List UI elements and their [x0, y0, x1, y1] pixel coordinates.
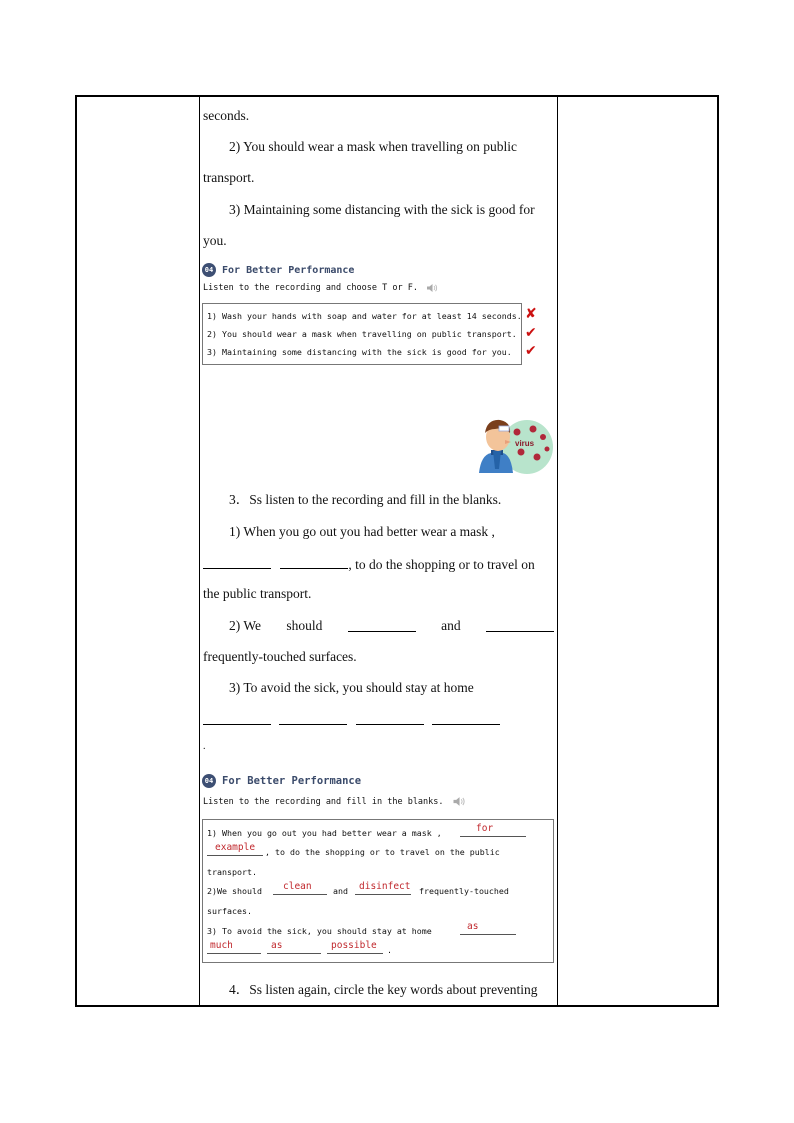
answer-underline	[267, 953, 321, 954]
question-line	[229, 524, 554, 540]
answer-blank[interactable]	[279, 711, 347, 725]
section-header	[202, 774, 361, 788]
instruction-line	[203, 283, 438, 293]
section-number-badge: 04	[202, 774, 216, 788]
check-mark-icon: ✔	[525, 325, 537, 341]
true-false-box	[202, 303, 522, 365]
virus-label: virus	[515, 439, 535, 448]
answer-line: , to do the shopping or to travel on the public	[265, 847, 500, 857]
answer-underline	[273, 894, 327, 895]
question-line	[229, 618, 554, 634]
cross-mark-icon: ✘	[525, 306, 537, 322]
answer-underline	[460, 836, 526, 837]
answer-word: possible	[331, 940, 377, 951]
answer-underline	[207, 953, 261, 954]
lesson-table	[75, 95, 719, 1007]
question-text: 2) We	[229, 618, 262, 633]
paragraph-line: 2) You should wear a mask when travelling on public	[229, 139, 517, 154]
question-text: 3) To avoid the sick, you should stay at home	[229, 680, 474, 695]
answer-underline	[207, 855, 263, 856]
question-line: the public transport.	[203, 586, 312, 601]
answer-blank[interactable]	[356, 711, 424, 725]
question-line	[203, 555, 535, 573]
answer-blank[interactable]	[432, 711, 500, 725]
question-line	[229, 680, 554, 696]
section-number-badge: 04	[202, 263, 216, 277]
period: .	[203, 741, 206, 752]
answer-line: 1) When you go out you had better wear a mask ,	[207, 828, 442, 838]
answer-underline	[355, 894, 411, 895]
paragraph-line: seconds.	[203, 108, 250, 123]
fill-in-answers-box	[202, 819, 554, 963]
section-title: For Better Performance	[222, 264, 355, 276]
instruction-text: Listen to the recording and choose T or F.	[203, 283, 418, 293]
answer-word: disinfect	[359, 881, 411, 892]
section-header	[202, 263, 354, 277]
answer-blank[interactable]	[348, 618, 416, 632]
main-content-column	[200, 97, 557, 1005]
statement-item: 3) Maintaining some distancing with the sick is good for you.	[207, 347, 512, 357]
check-mark-icon: ✔	[525, 343, 537, 359]
question-text: , to do the shopping or to travel on	[348, 557, 535, 572]
answer-line: 2)We should	[207, 886, 262, 896]
answer-word: example	[215, 842, 256, 853]
section-title: For Better Performance	[222, 775, 362, 787]
answer-line: and	[333, 886, 348, 896]
answer-line: frequently-touched	[419, 886, 509, 896]
statement-item: 2) You should wear a mask when travelling on public transport.	[207, 329, 517, 339]
sick-person-illustration	[455, 407, 555, 477]
answer-underline	[460, 934, 516, 935]
paragraph-line: 3) Maintaining some distancing with the sick is good for	[229, 202, 535, 217]
answer-underline	[327, 953, 383, 954]
answer-line: surfaces.	[207, 906, 252, 916]
speaker-icon[interactable]	[452, 796, 466, 807]
paragraph-line: transport.	[203, 170, 255, 185]
question-text: and	[441, 618, 461, 633]
instruction-line	[203, 796, 466, 807]
question-line: frequently-touched surfaces.	[203, 649, 357, 664]
answer-blank[interactable]	[203, 711, 271, 725]
answer-blank[interactable]	[280, 555, 348, 569]
answer-line: transport.	[207, 867, 257, 877]
question-text: should	[286, 618, 323, 633]
section-heading: 3．Ss listen to the recording and fill in the blanks.	[229, 492, 502, 507]
answer-word: as	[271, 940, 283, 951]
answer-word: for	[476, 823, 494, 834]
answer-word: as	[467, 921, 479, 932]
answer-line: .	[387, 945, 392, 955]
question-text: 1) When you go out you had better wear a mask ,	[229, 524, 495, 539]
answer-line: 3) To avoid the sick, you should stay at home	[207, 926, 432, 936]
question-line	[203, 711, 500, 729]
paragraph-line: you.	[203, 233, 227, 248]
section-heading: 4．Ss listen again, circle the key words about preventing	[229, 982, 538, 997]
answer-word: much	[210, 940, 233, 951]
answer-blank[interactable]	[203, 555, 271, 569]
answer-blank[interactable]	[486, 618, 554, 632]
speaker-icon[interactable]	[426, 283, 438, 293]
instruction-text: Listen to the recording and fill in the blanks.	[203, 796, 444, 807]
column-divider-right	[557, 97, 558, 1005]
statement-item: 1) Wash your hands with soap and water for at least 14 seconds.	[207, 311, 522, 321]
answer-word: clean	[283, 881, 312, 892]
